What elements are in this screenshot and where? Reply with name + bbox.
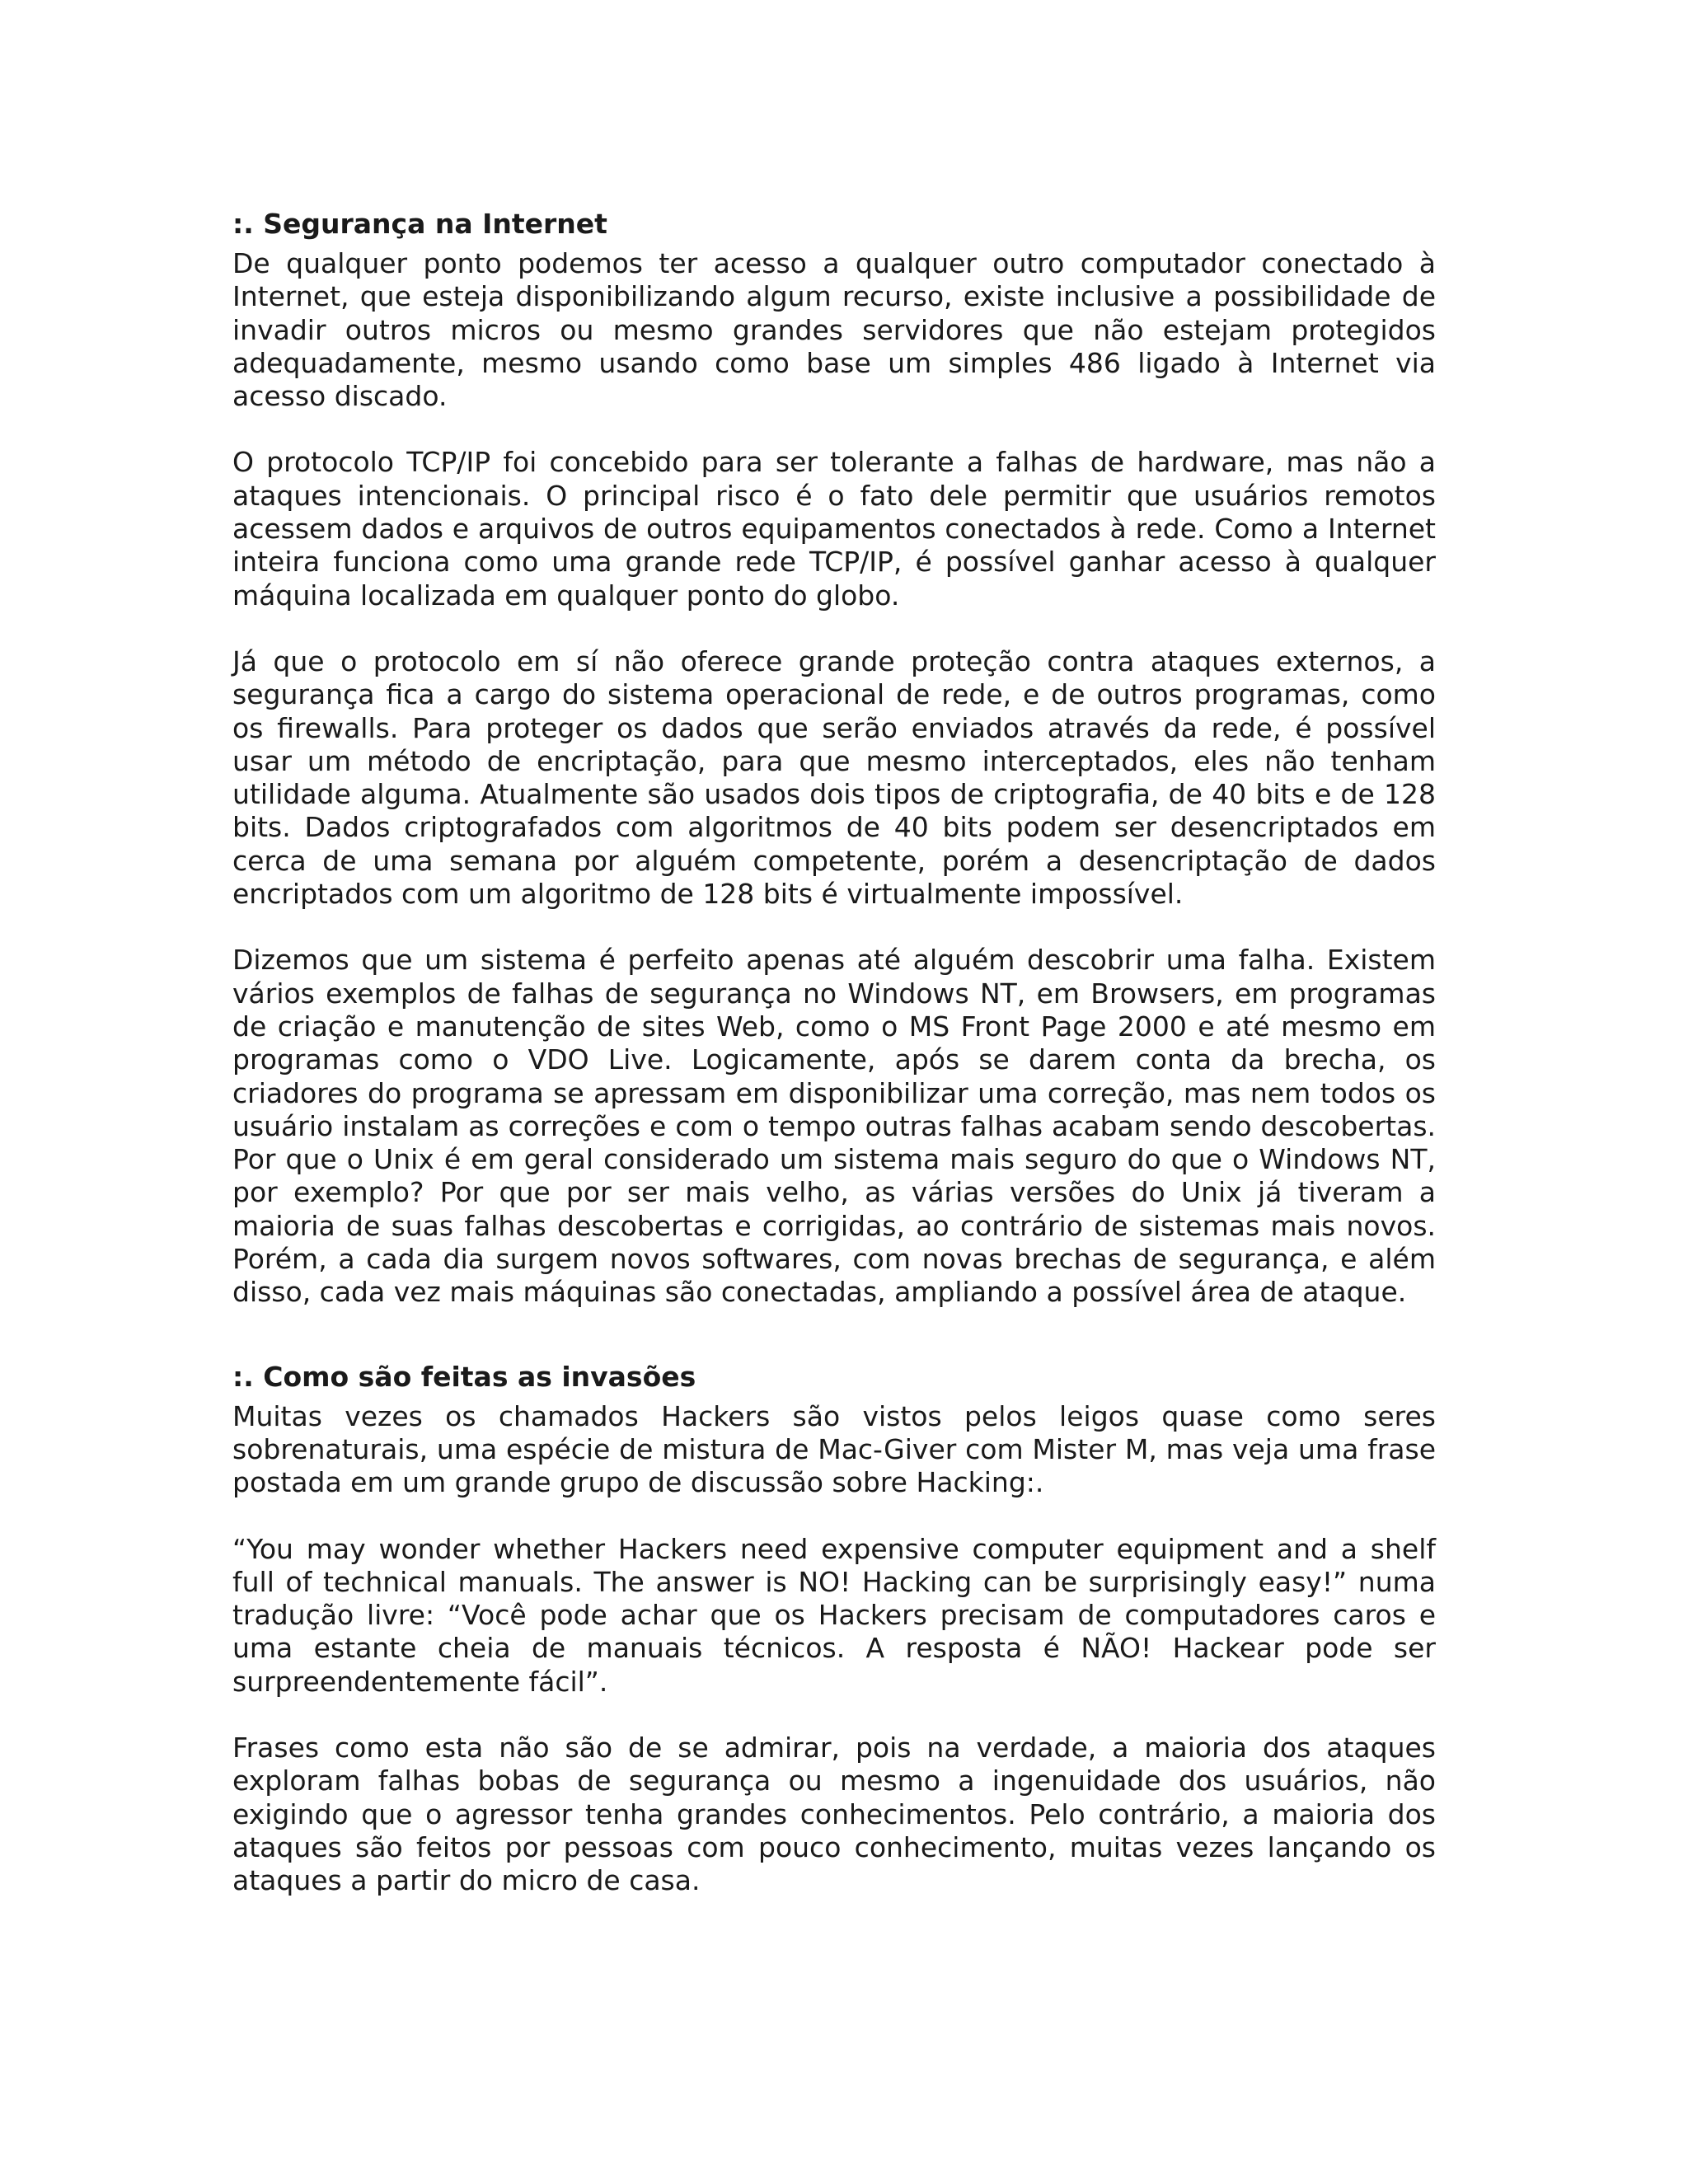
paragraph: O protocolo TCP/IP foi concebido para ser tolerante a falhas de hardware, mas não a ataques intencionais. O principal risco é o fato dele permitir que usuários remotos acessem dados e arquivos de outros equipamentos conectados à rede. Como a Internet inteira funciona como uma grande rede TCP/IP, é possível ganhar acesso à qualquer máquina localizada em qualquer ponto do globo. [232, 446, 1436, 612]
paragraph: “You may wonder whether Hackers need expensive computer equipment and a shelf full of technical manuals. The answer is NO! Hacking can be surprisingly easy!” numa tradução livre: “Você pode achar que os Hackers precisam de computadores caros e uma estante cheia de manuais técnicos. A resposta é NÃO! Hackear pode ser surpreendentemente fácil”. [232, 1532, 1436, 1698]
paragraph: Muitas vezes os chamados Hackers são vistos pelos leigos quase como seres sobrenaturais, uma espécie de mistura de Mac-Giver com Mister M, mas veja uma frase postada em um grande grupo de discussão sobre Hacking:. [232, 1399, 1436, 1499]
section-heading-invasoes: :. Como são feitas as invasões [232, 1360, 696, 1393]
paragraph: Já que o protocolo em sí não oferece grande proteção contra ataques externos, a segurança fica a cargo do sistema operacional de rede, e de outros programas, como os firewalls. Para proteger os dados que serão enviados através da rede, é possível usar um método de encriptação, para que mesmo interceptados, eles não tenham utilidade alguma. Atualmente são usados dois tipos de criptografia, de 40 bits e de 128 bits. Dados criptografados com algoritmos de 40 bits podem ser desencriptados em cerca de uma semana por alguém competente, porém a desencriptação de dados encriptados com um algoritmo de 128 bits é virtualmente impossível. [232, 644, 1436, 911]
paragraph: Frases como esta não são de se admirar, pois na verdade, a maioria dos ataques exploram falhas bobas de segurança ou mesmo a ingenuidade dos usuários, não exigindo que o agressor tenha grandes conhecimentos. Pelo contrário, a maioria dos ataques são feitos por pessoas com pouco conhecimento, muitas vezes lançando os ataques a partir do micro de casa. [232, 1731, 1436, 1897]
paragraph: De qualquer ponto podemos ter acesso a qualquer outro computador conectado à Internet, que esteja disponibilizando algum recurso, existe inclusive a possibilidade de invadir outros micros ou mesmo grandes servidores que não estejam protegidos adequadamente, mesmo usando como base um simples 486 ligado à Internet via acesso discado. [232, 247, 1436, 413]
document-body [232, 204, 1436, 1930]
paragraph: Dizemos que um sistema é perfeito apenas até alguém descobrir uma falha. Existem vários exemplos de falhas de segurança no Windows NT, em Browsers, em programas de criação e manutenção de sites Web, como o MS Front Page 2000 e até mesmo em programas como o VDO Live. Logicamente, após se darem conta da brecha, os criadores do programa se apressam em disponibilizar uma correção, mas nem todos os usuário instalam as correções e com o tempo outras falhas acabam sendo descobertas. Por que o Unix é em geral considerado um sistema mais seguro do que o Windows NT, por exemplo? Por que por ser mais velho, as várias versões do Unix já tiveram a maioria de suas falhas descobertas e corrigidas, ao contrário de sistemas mais novos. Porém, a cada dia surgem novos softwares, com novas brechas de segurança, e além disso, cada vez mais máquinas são conectadas, ampliando a possível área de ataque. [232, 944, 1436, 1309]
section-heading-seguranca: :. Segurança na Internet [232, 208, 607, 240]
